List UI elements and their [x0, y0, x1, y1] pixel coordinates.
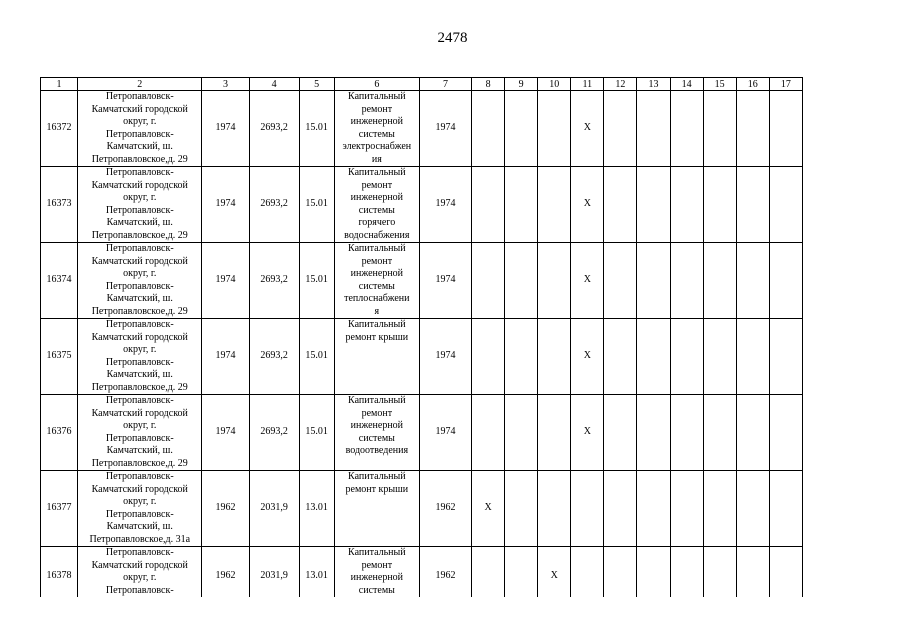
column-header: 3 [202, 78, 249, 91]
mark-cell-c8 [472, 547, 505, 598]
work-type-cell-line: водоотведения [345, 445, 409, 456]
mark-cell-c8 [472, 91, 505, 167]
mark-cell-c15 [703, 471, 736, 547]
code-cell: 15.01 [299, 167, 334, 243]
repair-schedule-table [40, 77, 803, 597]
work-type-cell-line: ремонт [361, 559, 393, 571]
year-built-cell: 1974 [202, 167, 249, 243]
address-cell-line: округ, г. [123, 420, 157, 431]
mark-cell-c17 [769, 547, 802, 598]
address-cell-line: округ, г. [123, 116, 157, 127]
mark-cell-c13 [637, 167, 670, 243]
work-type-cell-line: ия [371, 153, 382, 165]
year-cell: 1974 [419, 395, 471, 471]
work-type-cell-line: инженерной [350, 420, 404, 431]
work-type-cell [334, 395, 419, 471]
address-cell-line: Петропавловск- [105, 356, 174, 368]
column-header: 13 [637, 78, 670, 91]
work-type-cell-line: ремонт крыши [345, 483, 409, 495]
column-header: 6 [334, 78, 419, 91]
mark-cell-c15 [703, 547, 736, 598]
work-type-cell-line: системы [358, 280, 395, 292]
year-built-cell: 1974 [202, 243, 249, 319]
mark-cell-c11 [571, 471, 604, 547]
address-cell-line: Петропавловск- [105, 91, 174, 102]
address-cell [78, 91, 202, 167]
area-cell: 2693,2 [249, 395, 299, 471]
address-cell-line: Петропавловск- [105, 584, 174, 596]
address-cell-line: Камчатский, ш. [106, 141, 173, 152]
mark-cell-c17 [769, 91, 802, 167]
work-type-cell-line: Капитальный [348, 91, 406, 102]
address-cell-line: Петропавловск- [105, 243, 174, 254]
address-cell-line: Петропавловск- [105, 204, 174, 216]
row-number: 16377 [41, 471, 78, 547]
mark-cell-c16 [736, 547, 769, 598]
mark-cell-c9 [505, 319, 538, 395]
address-cell [78, 547, 202, 598]
mark-cell-c13 [637, 395, 670, 471]
year-cell: 1962 [419, 471, 471, 547]
area-cell: 2693,2 [249, 243, 299, 319]
year-cell: 1974 [419, 319, 471, 395]
address-cell-line: Петропавловское,д. 29 [91, 305, 188, 317]
address-cell-line: округ, г. [123, 268, 157, 279]
row-number: 16375 [41, 319, 78, 395]
mark-cell-c14 [670, 243, 703, 319]
mark-cell-c15 [703, 319, 736, 395]
mark-cell-c14 [670, 167, 703, 243]
mark-cell-c16 [736, 319, 769, 395]
column-header: 17 [769, 78, 802, 91]
mark-cell-c9 [505, 547, 538, 598]
address-cell-line: округ, г. [123, 496, 157, 507]
mark-cell-c8 [472, 167, 505, 243]
address-cell-line: Петропавловск- [105, 128, 174, 140]
address-cell-line: Камчатский городской [91, 103, 188, 115]
mark-cell-c14 [670, 471, 703, 547]
table-row [41, 471, 803, 547]
mark-cell-c12 [604, 91, 637, 167]
mark-cell-c17 [769, 167, 802, 243]
year-built-cell: 1962 [202, 547, 249, 598]
column-header: 11 [571, 78, 604, 91]
area-cell: 2693,2 [249, 91, 299, 167]
mark-cell-c10 [538, 471, 571, 547]
address-cell-line: Камчатский городской [91, 331, 188, 343]
mark-cell-c17 [769, 319, 802, 395]
mark-cell-c16 [736, 91, 769, 167]
mark-cell-c15 [703, 243, 736, 319]
work-type-cell-line: Капитальный [348, 471, 406, 482]
year-cell: 1962 [419, 547, 471, 598]
work-type-cell-line: ремонт крыши [345, 331, 409, 343]
mark-cell-c11: X [571, 319, 604, 395]
mark-cell-c12 [604, 243, 637, 319]
work-type-cell-line: горячего [358, 217, 396, 228]
area-cell: 2693,2 [249, 167, 299, 243]
row-number: 16376 [41, 395, 78, 471]
work-type-cell [334, 471, 419, 547]
mark-cell-c15 [703, 91, 736, 167]
mark-cell-c10 [538, 91, 571, 167]
work-type-cell [334, 319, 419, 395]
work-type-cell-line: теплоснабжени [344, 293, 410, 304]
work-type-cell-line: Капитальный [348, 547, 406, 558]
mark-cell-c9 [505, 471, 538, 547]
area-cell: 2031,9 [249, 471, 299, 547]
year-cell: 1974 [419, 91, 471, 167]
address-cell [78, 167, 202, 243]
mark-cell-c15 [703, 395, 736, 471]
column-header: 10 [538, 78, 571, 91]
mark-cell-c10 [538, 167, 571, 243]
address-cell [78, 471, 202, 547]
mark-cell-c8 [472, 243, 505, 319]
column-header: 8 [472, 78, 505, 91]
mark-cell-c14 [670, 91, 703, 167]
work-type-cell-line: инженерной [350, 268, 404, 279]
address-cell [78, 395, 202, 471]
table-body [41, 91, 803, 598]
mark-cell-c10 [538, 319, 571, 395]
code-cell: 15.01 [299, 243, 334, 319]
work-type-cell-line: системы [358, 128, 395, 140]
table-row [41, 91, 803, 167]
work-type-cell-line: ремонт [361, 407, 393, 419]
mark-cell-c17 [769, 471, 802, 547]
address-cell-line: Петропавловск- [105, 280, 174, 292]
address-cell-line: округ, г. [123, 572, 157, 583]
address-cell-line: Петропавловск- [105, 471, 174, 482]
table-row [41, 395, 803, 471]
column-header: 5 [299, 78, 334, 91]
work-type-cell [334, 91, 419, 167]
mark-cell-c11: X [571, 91, 604, 167]
address-cell-line: Петропавловск- [105, 508, 174, 520]
table-row [41, 167, 803, 243]
row-number: 16373 [41, 167, 78, 243]
mark-cell-c13 [637, 547, 670, 598]
mark-cell-c10 [538, 395, 571, 471]
address-cell-line: Петропавловское,д. 29 [91, 381, 188, 393]
work-type-cell-line: системы [358, 204, 395, 216]
mark-cell-c8 [472, 395, 505, 471]
mark-cell-c14 [670, 395, 703, 471]
code-cell: 13.01 [299, 471, 334, 547]
header-row [41, 78, 803, 91]
mark-cell-c12 [604, 319, 637, 395]
column-header: 15 [703, 78, 736, 91]
area-cell: 2031,9 [249, 547, 299, 598]
column-header: 14 [670, 78, 703, 91]
mark-cell-c17 [769, 243, 802, 319]
year-built-cell: 1974 [202, 91, 249, 167]
address-cell-line: Камчатский, ш. [106, 217, 173, 228]
mark-cell-c9 [505, 243, 538, 319]
work-type-cell-line: Капитальный [348, 395, 406, 406]
work-type-cell-line: системы [358, 584, 395, 596]
mark-cell-c16 [736, 471, 769, 547]
code-cell: 15.01 [299, 395, 334, 471]
year-cell: 1974 [419, 167, 471, 243]
mark-cell-c11: X [571, 243, 604, 319]
column-header: 4 [249, 78, 299, 91]
table-header [41, 78, 803, 91]
work-type-cell-line: Капитальный [348, 167, 406, 178]
work-type-cell-line: инженерной [350, 192, 404, 203]
address-cell-line: Камчатский городской [91, 255, 188, 267]
code-cell: 13.01 [299, 547, 334, 598]
work-type-cell [334, 243, 419, 319]
row-number: 16372 [41, 91, 78, 167]
row-number: 16378 [41, 547, 78, 598]
mark-cell-c15 [703, 167, 736, 243]
column-header: 7 [419, 78, 471, 91]
mark-cell-c12 [604, 471, 637, 547]
year-cell: 1974 [419, 243, 471, 319]
work-type-cell-line: системы [358, 432, 395, 444]
work-type-cell [334, 547, 419, 598]
address-cell-line: Петропавловск- [105, 547, 174, 558]
address-cell-line: Петропавловское,д. 29 [91, 229, 188, 241]
mark-cell-c11: X [571, 167, 604, 243]
address-cell-line: Камчатский городской [91, 179, 188, 191]
address-cell-line: Петропавловск- [105, 319, 174, 330]
address-cell-line: Камчатский, ш. [106, 521, 173, 532]
year-built-cell: 1974 [202, 319, 249, 395]
address-cell [78, 243, 202, 319]
mark-cell-c14 [670, 319, 703, 395]
work-type-cell [334, 167, 419, 243]
address-cell-line: округ, г. [123, 344, 157, 355]
address-cell-line: Камчатский, ш. [106, 445, 173, 456]
address-cell-line: Камчатский городской [91, 483, 188, 495]
work-type-cell-line: водоснабжения [344, 229, 410, 241]
year-built-cell: 1974 [202, 395, 249, 471]
mark-cell-c11: X [571, 395, 604, 471]
work-type-cell-line: электроснабжен [342, 141, 412, 152]
mark-cell-c12 [604, 547, 637, 598]
row-number: 16374 [41, 243, 78, 319]
address-cell-line: Петропавловск- [105, 432, 174, 444]
mark-cell-c8: X [472, 471, 505, 547]
address-cell-line: округ, г. [123, 192, 157, 203]
address-cell-line: Камчатский городской [91, 559, 188, 571]
work-type-cell-line: я [374, 305, 380, 317]
mark-cell-c17 [769, 395, 802, 471]
work-type-cell-line: инженерной [350, 116, 404, 127]
address-cell-line: Петропавловское,д. 29 [91, 457, 188, 469]
mark-cell-c11 [571, 547, 604, 598]
work-type-cell-line: ремонт [361, 179, 393, 191]
page-number: 2478 [437, 30, 468, 46]
address-cell-line: Петропавловское,д. 29 [91, 153, 188, 165]
mark-cell-c9 [505, 167, 538, 243]
mark-cell-c16 [736, 243, 769, 319]
mark-cell-c10: X [538, 547, 571, 598]
code-cell: 15.01 [299, 319, 334, 395]
mark-cell-c16 [736, 167, 769, 243]
mark-cell-c13 [637, 243, 670, 319]
column-header: 1 [41, 78, 78, 91]
address-cell-line: Камчатский, ш. [106, 293, 173, 304]
address-cell-line: Петропавловск- [105, 395, 174, 406]
table-container [40, 77, 803, 597]
table-row [41, 547, 803, 598]
mark-cell-c13 [637, 471, 670, 547]
address-cell-line: Петропавловское,д. 31а [89, 533, 191, 545]
mark-cell-c9 [505, 395, 538, 471]
column-header: 2 [78, 78, 202, 91]
code-cell: 15.01 [299, 91, 334, 167]
year-built-cell: 1962 [202, 471, 249, 547]
work-type-cell-line: ремонт [361, 255, 393, 267]
address-cell [78, 319, 202, 395]
table-row [41, 243, 803, 319]
mark-cell-c13 [637, 319, 670, 395]
mark-cell-c9 [505, 91, 538, 167]
mark-cell-c16 [736, 395, 769, 471]
area-cell: 2693,2 [249, 319, 299, 395]
address-cell-line: Камчатский, ш. [106, 369, 173, 380]
mark-cell-c12 [604, 395, 637, 471]
mark-cell-c14 [670, 547, 703, 598]
address-cell-line: Петропавловск- [105, 167, 174, 178]
work-type-cell-line: ремонт [361, 103, 393, 115]
work-type-cell-line: инженерной [350, 572, 404, 583]
address-cell-line: Камчатский городской [91, 407, 188, 419]
mark-cell-c8 [472, 319, 505, 395]
column-header: 12 [604, 78, 637, 91]
column-header: 9 [505, 78, 538, 91]
work-type-cell-line: Капитальный [348, 319, 406, 330]
work-type-cell-line: Капитальный [348, 243, 406, 254]
mark-cell-c13 [637, 91, 670, 167]
mark-cell-c12 [604, 167, 637, 243]
table-row [41, 319, 803, 395]
column-header: 16 [736, 78, 769, 91]
mark-cell-c10 [538, 243, 571, 319]
